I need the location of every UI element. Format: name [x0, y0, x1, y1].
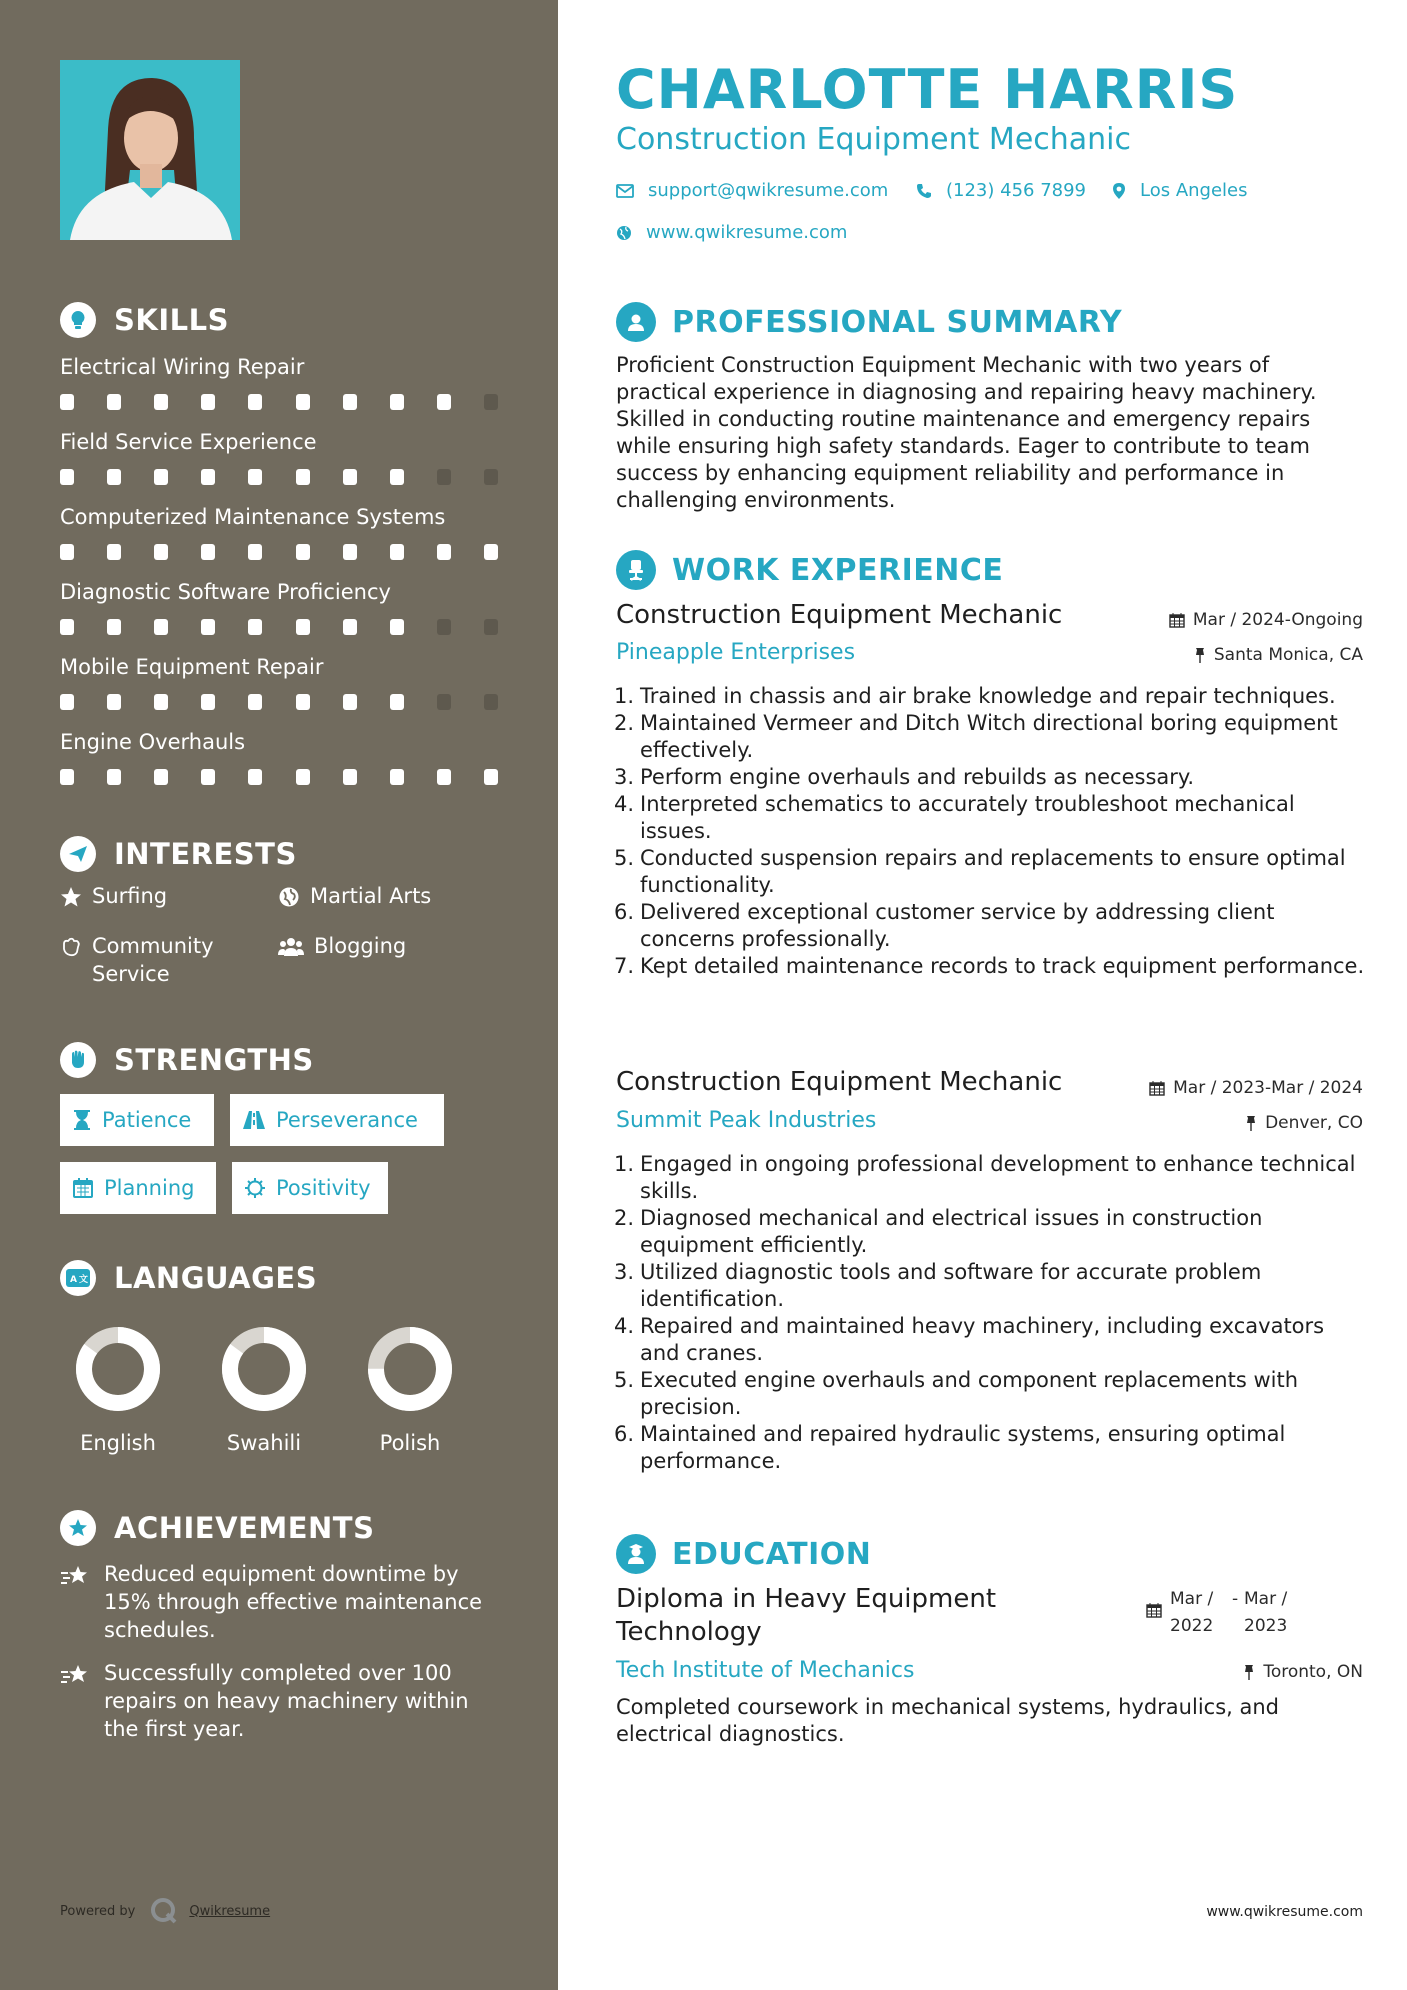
skill-label: Engine Overhauls [60, 730, 246, 754]
strengths-title: STRENGTHS [114, 1043, 314, 1077]
job-bullet [610, 1313, 1370, 1367]
strength-tag [232, 1162, 388, 1214]
bullet-number: 3. [613, 1260, 634, 1284]
skill-label: Diagnostic Software Proficiency [60, 580, 391, 604]
contact-email[interactable] [616, 180, 888, 201]
envelope-icon [616, 184, 634, 198]
degree-title: Diploma in Heavy Equipment Technology [616, 1584, 997, 1647]
education-dates [1146, 1586, 1300, 1640]
job-dates-text: Mar / 2024-Ongoing [1192, 610, 1363, 630]
rating-dot-filled [201, 694, 215, 710]
bullet-number: 1. [613, 1152, 634, 1176]
bullet-number: 6. [613, 900, 634, 924]
bullet-number: 2. [613, 711, 634, 735]
location-text: Los Angeles [1140, 180, 1248, 201]
experience-heading [616, 550, 1003, 590]
globe-icon [616, 225, 632, 241]
education-date-start: Mar / 2022 [1170, 1589, 1214, 1636]
interest-label: Surfing [92, 884, 168, 908]
rating-dot-filled [390, 469, 404, 485]
calendar-icon [1146, 1602, 1162, 1618]
achievements-heading [60, 1510, 374, 1546]
rating-dot-filled [390, 694, 404, 710]
rating-dot-filled [437, 769, 451, 785]
skill-rating [60, 769, 500, 785]
hand-icon [60, 936, 82, 958]
translate-icon [60, 1260, 96, 1296]
rating-dot-filled [390, 394, 404, 410]
rating-dot-filled [60, 394, 74, 410]
strength-label: Perseverance [276, 1108, 418, 1132]
star-badge-icon [60, 1510, 96, 1546]
rating-dot-filled [248, 694, 262, 710]
rating-dot-filled [343, 694, 357, 710]
bullet-number: 7. [613, 954, 634, 978]
rating-dot-filled [248, 394, 262, 410]
graduate-icon [616, 1534, 656, 1574]
rating-dot-filled [343, 769, 357, 785]
bullet-text: Kept detailed maintenance records to track equipment performance. [640, 954, 1365, 978]
pushpin-icon [1245, 1115, 1257, 1131]
bullet-text: Executed engine overhauls and component replacements with precision. [640, 1368, 1299, 1419]
calendar-icon [1149, 1080, 1165, 1096]
bullet-text: Engaged in ongoing professional development to enhance technical skills. [640, 1152, 1356, 1203]
language-item [350, 1325, 470, 1455]
bullet-number: 4. [613, 792, 634, 816]
rating-dot-filled [296, 544, 310, 560]
bullet-text: Conducted suspension repairs and replacements to ensure optimal functionality. [640, 846, 1346, 897]
rating-dot-empty [437, 469, 451, 485]
website-text: www.qwikresume.com [646, 222, 848, 243]
sun-icon [244, 1177, 266, 1199]
rating-dot-filled [154, 694, 168, 710]
rating-dot-filled [390, 619, 404, 635]
skill-rating [60, 694, 500, 710]
rating-dot-filled [484, 544, 498, 560]
education-location-text: Toronto, ON [1263, 1662, 1363, 1682]
education-date-sep: - [1232, 1589, 1239, 1609]
phone-icon [916, 183, 932, 199]
rating-dot-filled [60, 769, 74, 785]
language-level-ring [366, 1325, 454, 1413]
skill-rating [60, 394, 500, 410]
globe-icon [278, 886, 300, 908]
user-icon [616, 302, 656, 342]
rating-dot-filled [201, 469, 215, 485]
rating-dot-filled [201, 394, 215, 410]
rating-dot-filled [107, 394, 121, 410]
rating-dot-filled [296, 769, 310, 785]
rating-dot-filled [107, 769, 121, 785]
rating-dot-filled [390, 544, 404, 560]
job-location [1194, 645, 1363, 665]
education-title: EDUCATION [672, 1536, 872, 1572]
rating-dot-filled [390, 769, 404, 785]
bullet-text: Trained in chassis and air brake knowledge and repair techniques. [640, 684, 1336, 708]
interests-title: INTERESTS [114, 837, 297, 871]
rating-dot-filled [296, 469, 310, 485]
rating-dot-filled [248, 769, 262, 785]
rating-dot-empty [484, 394, 498, 410]
bullet-number: 1. [613, 684, 634, 708]
email-text: support@qwikresume.com [648, 180, 889, 201]
job-dates [1149, 1078, 1363, 1098]
job-bullet [610, 1367, 1370, 1421]
skill-rating [60, 469, 500, 485]
job-location-text: Denver, CO [1265, 1113, 1363, 1133]
strength-tag [60, 1162, 216, 1214]
job-bullet [610, 683, 1370, 710]
rating-dot-filled [107, 544, 121, 560]
contact-location [1112, 180, 1248, 201]
job-bullets [610, 1151, 1370, 1475]
rating-dot-empty [484, 469, 498, 485]
road-icon [242, 1110, 266, 1130]
rating-dot-filled [60, 469, 74, 485]
qwikresume-logo-icon [149, 1896, 179, 1926]
skill-item [60, 427, 500, 485]
language-label: Polish [379, 1431, 441, 1455]
qwikresume-link[interactable]: Qwikresume [189, 1903, 271, 1919]
job-title: Construction Equipment Mechanic [616, 600, 1063, 630]
rating-dot-filled [107, 694, 121, 710]
job-dates-text: Mar / 2023-Mar / 2024 [1173, 1078, 1363, 1098]
bullet-number: 5. [613, 1368, 634, 1392]
rating-dot-filled [60, 619, 74, 635]
job-bullet [610, 1259, 1370, 1313]
languages-title: LANGUAGES [114, 1261, 318, 1295]
bullet-text: Interpreted schematics to accurately troubleshoot mechanical issues. [640, 792, 1295, 843]
education-heading [616, 1534, 871, 1574]
rating-dot-filled [248, 619, 262, 635]
job-location [1245, 1113, 1363, 1133]
language-label: English [80, 1431, 156, 1455]
footer-url[interactable]: www.qwikresume.com [1206, 1904, 1363, 1920]
interests-heading [60, 836, 297, 872]
job-bullet [610, 953, 1370, 980]
job-bullet [610, 1421, 1370, 1475]
rating-dot-filled [343, 469, 357, 485]
skill-item [60, 577, 500, 635]
job-company: Summit Peak Industries [616, 1108, 877, 1133]
rating-dot-filled [248, 544, 262, 560]
education-location [1243, 1662, 1363, 1682]
education-text: Completed coursework in mechanical systems, hydraulics, and electrical diagnostics. [616, 1695, 1279, 1746]
language-item [204, 1325, 324, 1455]
job-title: Construction Equipment Mechanic [616, 1067, 1063, 1097]
job-bullet [610, 899, 1370, 953]
rating-dot-filled [343, 619, 357, 635]
rating-dot-filled [154, 544, 168, 560]
strength-label: Positivity [276, 1176, 371, 1200]
bullet-text: Delivered exceptional customer service by addressing client concerns professionally. [640, 900, 1275, 951]
bullet-number: 5. [613, 846, 634, 870]
interest-item [278, 932, 406, 960]
star-icon [60, 886, 82, 908]
users-icon [278, 936, 304, 958]
shooting-star-icon [60, 1564, 92, 1588]
bullet-number: 3. [613, 765, 634, 789]
language-level-ring [74, 1325, 162, 1413]
rating-dot-filled [484, 769, 498, 785]
bullet-number: 6. [613, 1422, 634, 1446]
bullet-number: 4. [613, 1314, 634, 1338]
job-bullet [610, 764, 1370, 791]
office-chair-icon [616, 550, 656, 590]
rating-dot-filled [154, 394, 168, 410]
skill-rating [60, 619, 500, 635]
skill-label: Field Service Experience [60, 430, 317, 454]
pushpin-icon [1194, 647, 1206, 663]
language-level-ring [220, 1325, 308, 1413]
skill-label: Computerized Maintenance Systems [60, 505, 446, 529]
bullet-text: Perform engine overhauls and rebuilds as necessary. [640, 765, 1195, 789]
summary-title: PROFESSIONAL SUMMARY [672, 304, 1123, 340]
job-bullet [610, 791, 1370, 845]
powered-by [60, 1896, 270, 1926]
skill-label: Electrical Wiring Repair [60, 355, 305, 379]
skill-item [60, 502, 500, 560]
skill-item [60, 727, 500, 785]
candidate-role: Construction Equipment Mechanic [616, 122, 1132, 157]
job-bullet [610, 1151, 1370, 1205]
job-bullet [610, 845, 1370, 899]
bullet-text: Utilized diagnostic tools and software for accurate problem identification. [640, 1260, 1262, 1311]
rating-dot-filled [154, 469, 168, 485]
strength-label: Planning [104, 1176, 195, 1200]
education-date-end: Mar / 2023 [1244, 1589, 1288, 1636]
rating-dot-empty [437, 694, 451, 710]
rating-dot-empty [484, 619, 498, 635]
rating-dot-filled [296, 394, 310, 410]
rating-dot-filled [107, 619, 121, 635]
strength-tag [60, 1094, 214, 1146]
rating-dot-filled [296, 619, 310, 635]
achievement-item [60, 1560, 500, 1644]
summary-text: Proficient Construction Equipment Mechanic with two years of practical experience in diagnosing and repairing heavy machinery. Skilled in conducting routine maintenance and emergency repairs while ensuring high safety standards. Eager to contribute to team success by enhancing equipment reliability and performance in challenging environments. [616, 353, 1317, 512]
job-location-text: Santa Monica, CA [1213, 645, 1363, 665]
rating-dot-filled [201, 769, 215, 785]
hourglass-icon [72, 1109, 92, 1131]
job-company: Pineapple Enterprises [616, 640, 856, 665]
rating-dot-filled [343, 544, 357, 560]
rating-dot-empty [484, 694, 498, 710]
bullet-text: Maintained and repaired hydraulic systems, ensuring optimal performance. [640, 1422, 1286, 1473]
skills-heading [60, 302, 229, 338]
powered-by-prefix: Powered by [60, 1903, 136, 1919]
skills-title: SKILLS [114, 303, 229, 337]
languages-heading [60, 1260, 317, 1296]
strength-tag [230, 1094, 444, 1146]
paper-plane-icon [60, 836, 96, 872]
rating-dot-filled [437, 544, 451, 560]
skill-item [60, 352, 500, 410]
language-label: Swahili [226, 1431, 302, 1455]
rating-dot-filled [201, 544, 215, 560]
profile-photo [60, 60, 240, 240]
language-item [58, 1325, 178, 1455]
calendar-icon [72, 1177, 94, 1199]
rating-dot-filled [60, 694, 74, 710]
achievement-item [60, 1659, 500, 1743]
job-bullet [610, 1205, 1370, 1259]
main-content [558, 0, 1407, 1990]
fist-icon [60, 1042, 96, 1078]
svg-text:文: 文 [79, 1275, 89, 1285]
pushpin-icon [1243, 1664, 1255, 1680]
skill-item [60, 652, 500, 710]
strength-label: Patience [102, 1108, 192, 1132]
bullet-text: Repaired and maintained heavy machinery, including excavators and cranes. [640, 1314, 1325, 1365]
strengths-heading [60, 1042, 314, 1078]
bullet-text: Maintained Vermeer and Ditch Witch directional boring equipment effectively. [640, 711, 1338, 762]
interest-label: Blogging [314, 934, 407, 958]
rating-dot-filled [296, 694, 310, 710]
bullet-number: 2. [613, 1206, 634, 1230]
rating-dot-filled [60, 544, 74, 560]
calendar-icon [1169, 612, 1185, 628]
bullet-text: Diagnosed mechanical and electrical issues in construction equipment efficiently. [640, 1206, 1263, 1257]
school-name: Tech Institute of Mechanics [616, 1658, 915, 1683]
interest-label: Martial Arts [310, 884, 432, 908]
candidate-name: CHARLOTTE HARRIS [616, 58, 1239, 121]
skill-label: Mobile Equipment Repair [60, 655, 324, 679]
rating-dot-filled [201, 619, 215, 635]
rating-dot-empty [437, 619, 451, 635]
achievement-text: Successfully completed over 100 repairs on heavy machinery within the first year. [104, 1661, 469, 1741]
summary-heading [616, 302, 1122, 342]
rating-dot-filled [343, 394, 357, 410]
interest-item [60, 882, 167, 910]
phone-text: (123) 456 7899 [946, 180, 1087, 201]
rating-dot-filled [107, 469, 121, 485]
job-bullet [610, 710, 1370, 764]
job-dates [1169, 610, 1363, 630]
rating-dot-filled [248, 469, 262, 485]
lightbulb-icon [60, 302, 96, 338]
contact-website[interactable] [616, 222, 847, 243]
interest-item [278, 882, 431, 910]
rating-dot-filled [154, 619, 168, 635]
contact-phone[interactable] [916, 180, 1086, 201]
experience-title: WORK EXPERIENCE [672, 552, 1004, 588]
shooting-star-icon [60, 1663, 92, 1687]
svg-text:A: A [70, 1275, 77, 1285]
achievements-title: ACHIEVEMENTS [114, 1511, 375, 1545]
rating-dot-filled [154, 769, 168, 785]
sidebar [0, 0, 558, 1990]
interest-label: Community Service [92, 934, 214, 986]
achievement-text: Reduced equipment downtime by 15% through effective maintenance schedules. [104, 1562, 483, 1642]
location-pin-icon [1112, 182, 1126, 200]
job-bullets [610, 683, 1370, 980]
skill-rating [60, 544, 500, 560]
rating-dot-filled [437, 394, 451, 410]
interest-item [60, 932, 260, 988]
